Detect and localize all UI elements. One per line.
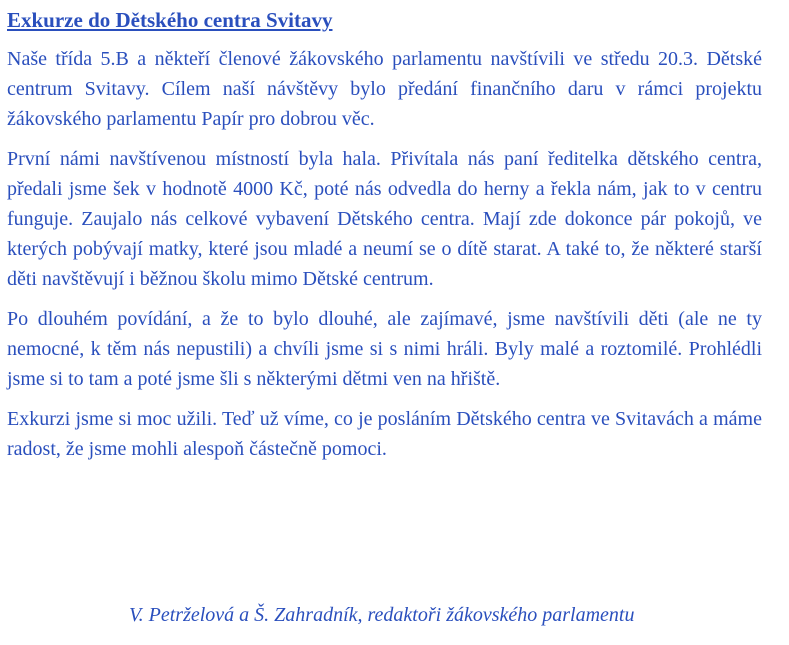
signature: V. Petrželová a Š. Zahradník, redaktoři žákovského parlamentu [129,604,635,626]
article-title: Exkurze do Dětského centra Svitavy [7,8,333,32]
paragraph-4: Exkurzi jsme si moc užili. Teď už víme, co je posláním Dětského centra ve Svitavách a máme radost, že jsme mohli alespoň částečně pomoci. [7,408,762,460]
paragraph-1: Naše třída 5.B a někteří členové žákovského parlamentu navštívili ve středu 20.3. Dětské centrum Svitavy. Cílem naší návštěvy bylo předání finančního daru v rámci projektu žákovského parlamentu Papír pro dobrou věc. [7,48,762,130]
article [7,6,762,474]
paragraph-3: Po dlouhém povídání, a že to bylo dlouhé, ale zajímavé, jsme navštívili děti (ale ne ty nemocné, k těm nás nepustili) a chvíli jsme si s nimi hráli. Byly malé a roztomilé. Prohlédli jsme si to tam a poté jsme šli s některými dětmi ven na hřiště. [7,308,762,390]
paragraph-2: První námi navštívenou místností byla hala. Přivítala nás paní ředitelka dětského centra, předali jsme šek v hodnotě 4000 Kč, poté nás odvedla do herny a řekla nám, jak to v centru funguje. Zaujalo nás celkové vybavení Dětského centra. Mají zde dokonce pár pokojů, ve kterých pobývají matky, které jsou mladé a neumí se o dítě starat. A také to, že některé starší děti navštěvují i běžnou školu mimo Dětské centrum. [7,148,762,290]
